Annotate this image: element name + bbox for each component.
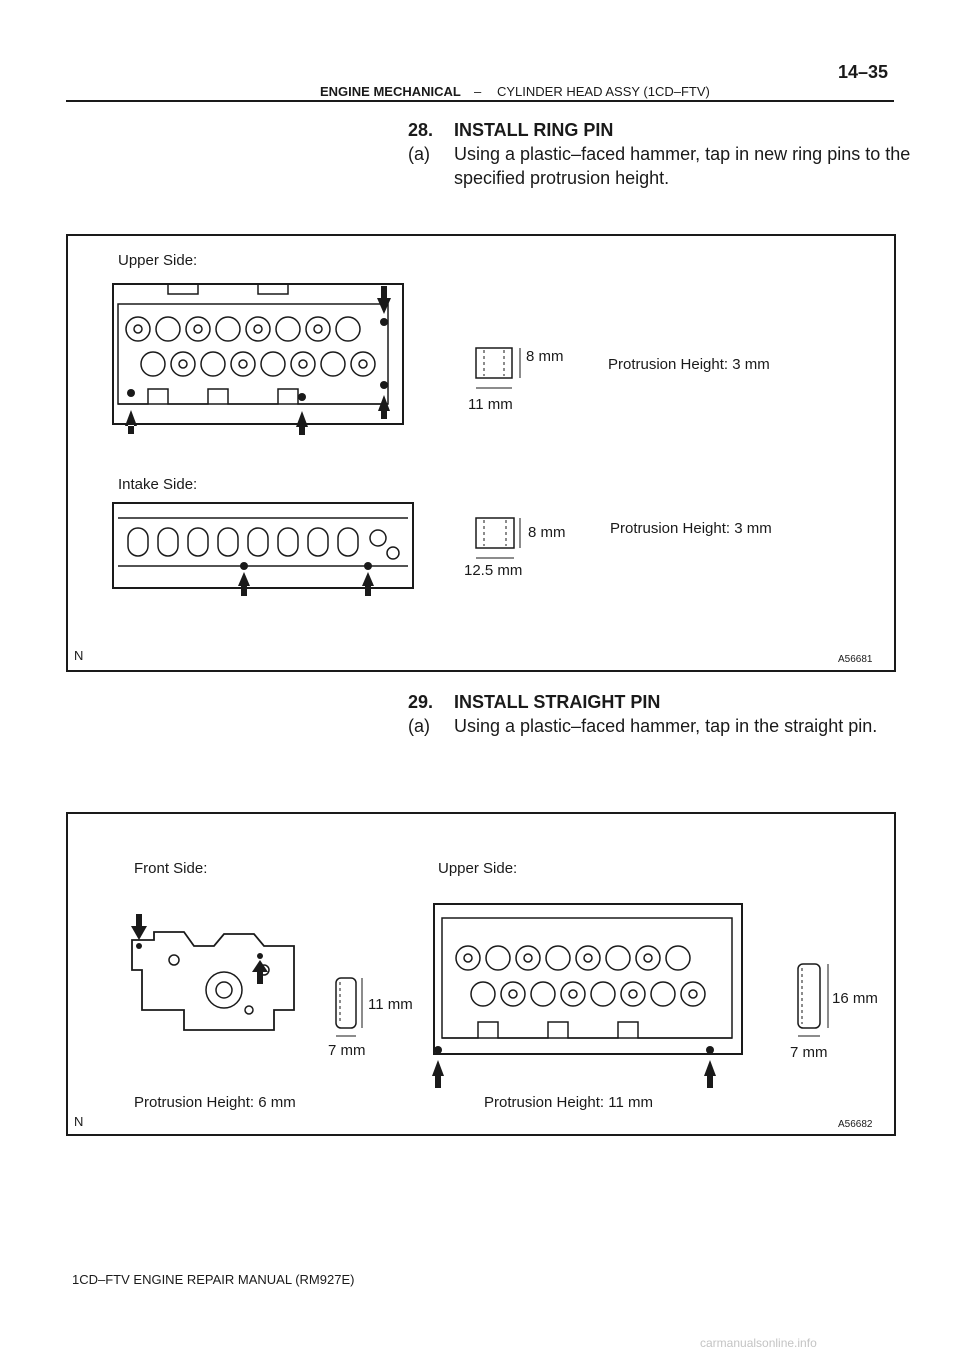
fig1-upper-arrows <box>118 286 418 446</box>
fig2-front-side-label: Front Side: <box>134 860 208 877</box>
step-29-sub-text-1: Using a plastic–faced hammer, tap in the straight pin. <box>454 716 878 736</box>
step-29-heading <box>408 690 661 714</box>
fig2-front-arrows <box>124 910 304 1000</box>
step-28-title: INSTALL RING PIN <box>454 120 614 140</box>
header-rule <box>66 100 894 102</box>
fig1-upper-pin-length: 11 mm <box>468 396 513 413</box>
header-subsection: CYLINDER HEAD ASSY (1CD–FTV) <box>497 84 710 99</box>
header-dash: – <box>474 84 482 99</box>
fig2-pin1-width: 7 mm <box>328 1042 366 1059</box>
fig2-front-protrusion: Protrusion Height: 6 mm <box>134 1094 296 1111</box>
fig1-upper-pin-height: 8 mm <box>526 348 564 365</box>
fig1-intake-pin-height: 8 mm <box>528 524 566 541</box>
fig2-pin2-height: 16 mm <box>832 990 878 1007</box>
fig1-upper-protrusion: Protrusion Height: 3 mm <box>608 356 770 373</box>
fig1-upper-side-label: Upper Side: <box>118 252 198 269</box>
fig2-upper-side-label: Upper Side: <box>438 860 518 877</box>
figure-a56681 <box>66 234 896 672</box>
step-29-sub-label: (a) <box>408 716 430 736</box>
footer-manual-title: 1CD–FTV ENGINE REPAIR MANUAL (RM927E) <box>72 1272 355 1287</box>
fig2-upper-cylinder-head <box>428 898 768 1068</box>
fig2-corner-mark: N <box>74 1114 84 1129</box>
fig1-code: A56681 <box>838 654 873 665</box>
fig2-upper-protrusion: Protrusion Height: 11 mm <box>484 1094 653 1111</box>
step-28-heading <box>408 118 614 142</box>
fig1-ring-pin-upper <box>474 346 534 396</box>
page-number: 14–35 <box>838 62 889 82</box>
fig1-ring-pin-intake <box>474 516 534 566</box>
fig1-intake-side-label: Intake Side: <box>118 476 198 493</box>
step-28-sub-text-1: Using a plastic–faced hammer, tap in new ring pins to the <box>454 144 911 164</box>
header-section: ENGINE MECHANICAL <box>320 84 461 99</box>
fig1-intake-protrusion: Protrusion Height: 3 mm <box>610 520 772 537</box>
watermark: carmanualsonline.info <box>700 1336 817 1350</box>
step-28-number: 28. <box>408 120 434 140</box>
step-29-title: INSTALL STRAIGHT PIN <box>454 692 661 712</box>
fig1-intake-arrows <box>228 556 428 636</box>
fig1-corner-mark: N <box>74 648 84 663</box>
step-28-sub-text-2: specified protrusion height. <box>454 168 670 188</box>
fig1-intake-pin-length: 12.5 mm <box>464 562 523 579</box>
step-28-sub-label: (a) <box>408 144 430 164</box>
fig2-code: A56682 <box>838 1119 873 1130</box>
step-29-number: 29. <box>408 692 434 712</box>
fig2-pin1-height: 11 mm <box>368 996 413 1013</box>
figure-a56682 <box>66 812 896 1136</box>
fig2-pin2-width: 7 mm <box>790 1044 828 1061</box>
